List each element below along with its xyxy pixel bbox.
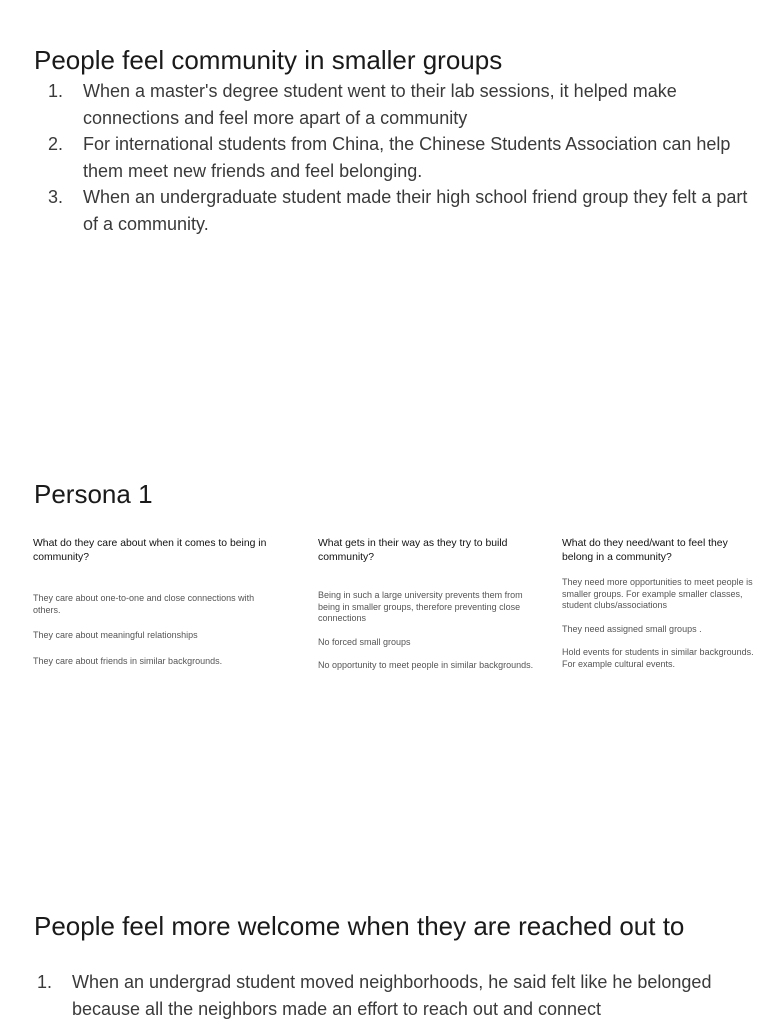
reached-out-list [23, 969, 743, 1022]
list-number: 2. [48, 134, 64, 154]
persona-column-obstacles [318, 537, 538, 672]
persona-answer: They care about friends in similar backgrounds. [33, 655, 223, 666]
persona-answer: Hold events for students in similar backgrounds. For example cultural events. [562, 647, 754, 669]
list-number: 3. [48, 187, 64, 207]
persona-question: What gets in their way as they try to build community? [318, 538, 508, 563]
list-item-text: When a master's degree student went to their lab sessions, it helped make connections and feel more apart of a community [83, 81, 677, 128]
persona-column-needs [562, 537, 757, 670]
section-heading-smaller-groups: People feel community in smaller groups [34, 45, 503, 75]
list-number: 1. [37, 972, 53, 992]
persona-heading: Persona 1 [34, 479, 153, 509]
persona-answer: They care about one-to-one and close connections with others. [33, 593, 255, 615]
list-item [23, 969, 743, 1022]
list-item-text: For international students from China, the Chinese Students Association can help them meet new friends and feel belonging. [83, 134, 731, 181]
persona-question: What do they need/want to feel they belong in a community? [562, 538, 728, 563]
list-item-text: When an undergraduate student made their high school friend group they felt a part of a community. [83, 187, 748, 234]
list-item [34, 78, 754, 131]
persona-answer: Being in such a large university prevents them from being in smaller groups, therefore preventing close connections [318, 590, 523, 623]
list-item [34, 184, 754, 237]
list-number: 1. [48, 81, 64, 101]
persona-question: What do they care about when it comes to being in community? [33, 538, 267, 563]
persona-column-cares [33, 537, 283, 667]
persona-answer: They care about meaningful relationships [33, 630, 198, 640]
list-item [34, 131, 754, 184]
persona-answer: They need assigned small groups . [562, 623, 702, 634]
smaller-groups-list [34, 78, 754, 237]
list-item-text: When an undergrad student moved neighborhoods, he said felt like he belonged because all the neighbors made an effort to reach out and connect [72, 972, 712, 1019]
persona-answer: No opportunity to meet people in similar backgrounds. [318, 660, 534, 670]
persona-answer: They need more opportunities to meet people is smaller groups. For example smaller classes, student clubs/associations [562, 577, 753, 610]
persona-answer: No forced small groups [318, 636, 411, 647]
section-heading-reached-out: People feel more welcome when they are reached out to [34, 911, 685, 941]
